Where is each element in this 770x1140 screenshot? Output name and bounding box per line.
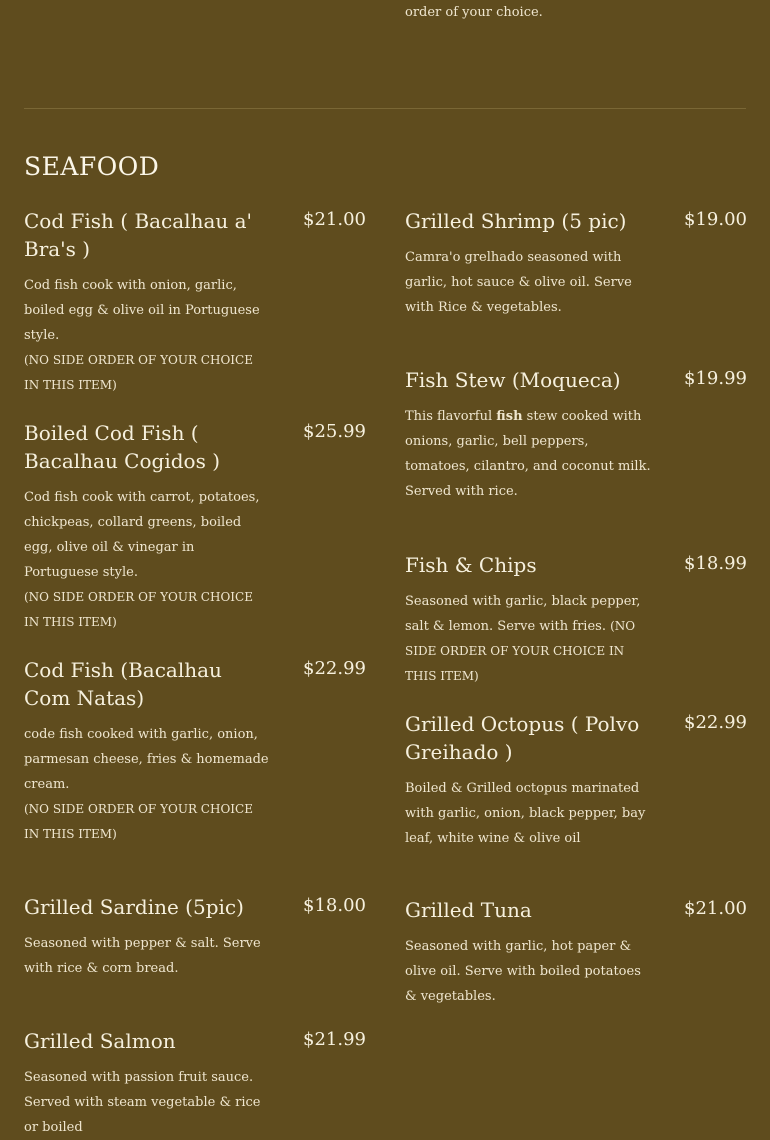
- item-note: (NO SIDE ORDER OF YOUR CHOICE IN THIS ITEM): [405, 619, 636, 683]
- item-name: Fish Stew (Moqueca): [405, 368, 621, 392]
- item-price: $21.00: [684, 898, 747, 919]
- item-description: code fish cooked with garlic, onion, parmesan cheese, fries & homemade cream.: [24, 727, 269, 792]
- item-name: Grilled Shrimp (5 pic): [405, 209, 627, 233]
- menu-item-sardine: [24, 893, 366, 981]
- item-price: $18.99: [684, 553, 747, 574]
- item-note: (NO SIDE ORDER OF YOUR CHOICE IN THIS ITEM): [24, 802, 253, 841]
- item-price: $19.00: [684, 209, 747, 230]
- item-name: Cod Fish ( Bacalhau a' Bra's ): [24, 209, 253, 261]
- item-description: Seasoned with garlic, hot paper & olive oil. Serve with boiled potatoes & vegetables.: [405, 939, 641, 1004]
- item-price: $19.99: [684, 368, 747, 389]
- item-description: Cod fish cook with carrot, potatoes, chickpeas, collard greens, boiled egg, olive oil & vinegar in Portuguese style.: [24, 490, 260, 580]
- item-price: $21.00: [303, 209, 366, 230]
- item-description: Camra'o grelhado seasoned with garlic, hot sauce & olive oil. Serve with Rice & vegetables.: [405, 250, 632, 315]
- item-description: Seasoned with pepper & salt. Serve with rice & corn bread.: [24, 936, 261, 976]
- menu-item-cod-natas: [24, 656, 366, 847]
- item-name: Cod Fish (Bacalhau Com Natas): [24, 658, 222, 710]
- item-description: Boiled & Grilled octopus marinated with garlic, onion, black pepper, bay leaf, white wine & olive oil: [405, 781, 646, 846]
- desc-text: stew cooked with onions, garlic, bell peppers, tomatoes, cilantro, and coconut milk. Served with rice.: [405, 409, 651, 499]
- item-name: Grilled Octopus ( Polvo Greihado ): [405, 712, 640, 764]
- item-price: $22.99: [684, 712, 747, 733]
- desc-text: Seasoned with garlic, black pepper, salt & lemon. Serve with fries.: [405, 594, 641, 634]
- item-description: [405, 589, 651, 689]
- desc-text: This flavorful: [405, 409, 497, 424]
- menu-item-octopus: [405, 710, 747, 851]
- menu-item-cod-bras: [24, 207, 366, 398]
- item-price: $18.00: [303, 895, 366, 916]
- section-title: SEAFOOD: [24, 152, 160, 181]
- menu-item-salmon: [24, 1027, 366, 1140]
- item-note: (NO SIDE ORDER OF YOUR CHOICE IN THIS ITEM): [24, 590, 253, 629]
- item-price: $25.99: [303, 421, 366, 442]
- item-note: (NO SIDE ORDER OF YOUR CHOICE IN THIS ITEM): [24, 353, 253, 392]
- item-description: [405, 404, 651, 504]
- menu-item-boiled-cod: [24, 419, 366, 635]
- item-name: Fish & Chips: [405, 553, 537, 577]
- item-name: Boiled Cod Fish ( Bacalhau Cogidos ): [24, 421, 220, 473]
- item-price: $21.99: [303, 1029, 366, 1050]
- menu-item-tuna: [405, 896, 747, 1009]
- menu-item-fish-chips: [405, 551, 747, 689]
- item-price: $22.99: [303, 658, 366, 679]
- item-name: Grilled Salmon: [24, 1029, 176, 1053]
- desc-bold-text: fish: [496, 409, 523, 424]
- menu-item-moqueca: [405, 366, 747, 504]
- menu-item-shrimp: [405, 207, 747, 320]
- section-divider: [24, 108, 746, 109]
- previous-item-description: order of your choice.: [405, 5, 543, 20]
- item-description: Seasoned with passion fruit sauce. Served with steam vegetable & rice or boiled: [24, 1070, 261, 1135]
- item-description: Cod fish cook with onion, garlic, boiled egg & olive oil in Portuguese style.: [24, 278, 260, 343]
- item-name: Grilled Tuna: [405, 898, 532, 922]
- item-name: Grilled Sardine (5pic): [24, 895, 244, 919]
